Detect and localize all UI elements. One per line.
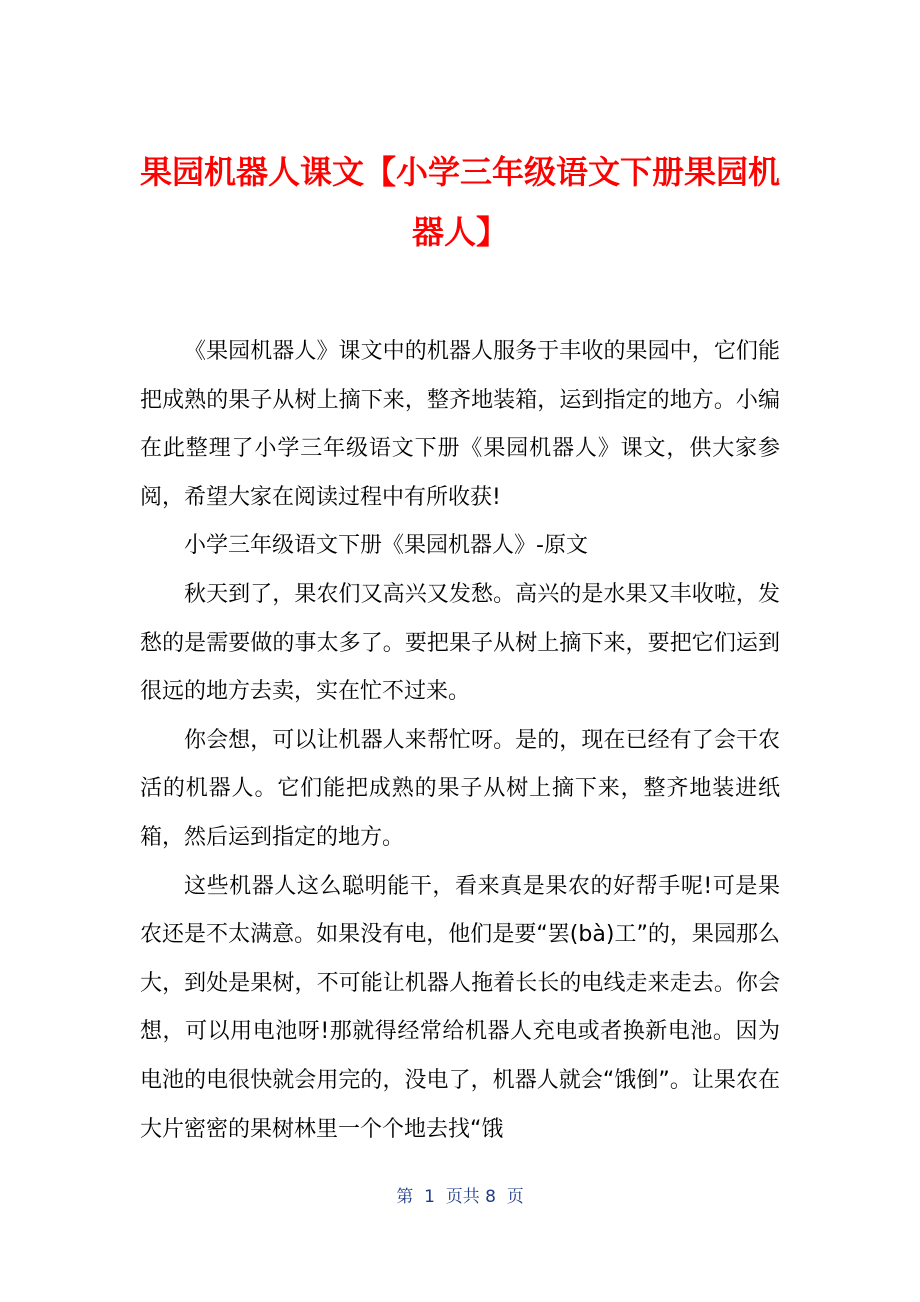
- paragraph-robots-help: 你会想，可以让机器人来帮忙呀。是的，现在已经有了会干农活的机器人。它们能把成熟的果子从树上摘下来，整齐地装进纸箱，然后运到指定的地方。: [140, 727, 780, 850]
- paragraph-subheading: 小学三年级语文下册《果园机器人》-原文: [184, 533, 588, 559]
- paragraph-power-problem: 这些机器人这么聪明能干，看来真是果农的好帮手呢!可是果农还是不太满意。如果没有电，他们是要“罢(bà)工”的，果园那么大，到处是果树，不可能让机器人拖着长长的电线走来走去。你会想，可以用电池呀!那就得经常给机器人充电或者换新电池。因为电池的电很快就会用完的，没电了，机器人就会“饿倒”。让果农在大片密密的果树林里一个个地去找“饿: [140, 873, 780, 1142]
- paragraph-autumn: 秋天到了，果农们又高兴又发愁。高兴的是水果又丰收啦，发愁的是需要做的事太多了。要把果子从树上摘下来，要把它们运到很远的地方去卖，实在忙不过来。: [140, 581, 780, 705]
- document-title: 果园机器人课文【小学三年级语文下册果园机器人】: [139, 153, 780, 251]
- document-body: [140, 328, 780, 1154]
- paragraph-intro: 《果园机器人》课文中的机器人服务于丰收的果园中，它们能把成熟的果子从树上摘下来，整齐地装箱，运到指定的地方。小编在此整理了小学三年级语文下册《果园机器人》课文，供大家参阅，希望大家在阅读过程中有所收获!: [140, 339, 780, 510]
- page-number-footer: 第 1 页共 8 页: [396, 1187, 524, 1207]
